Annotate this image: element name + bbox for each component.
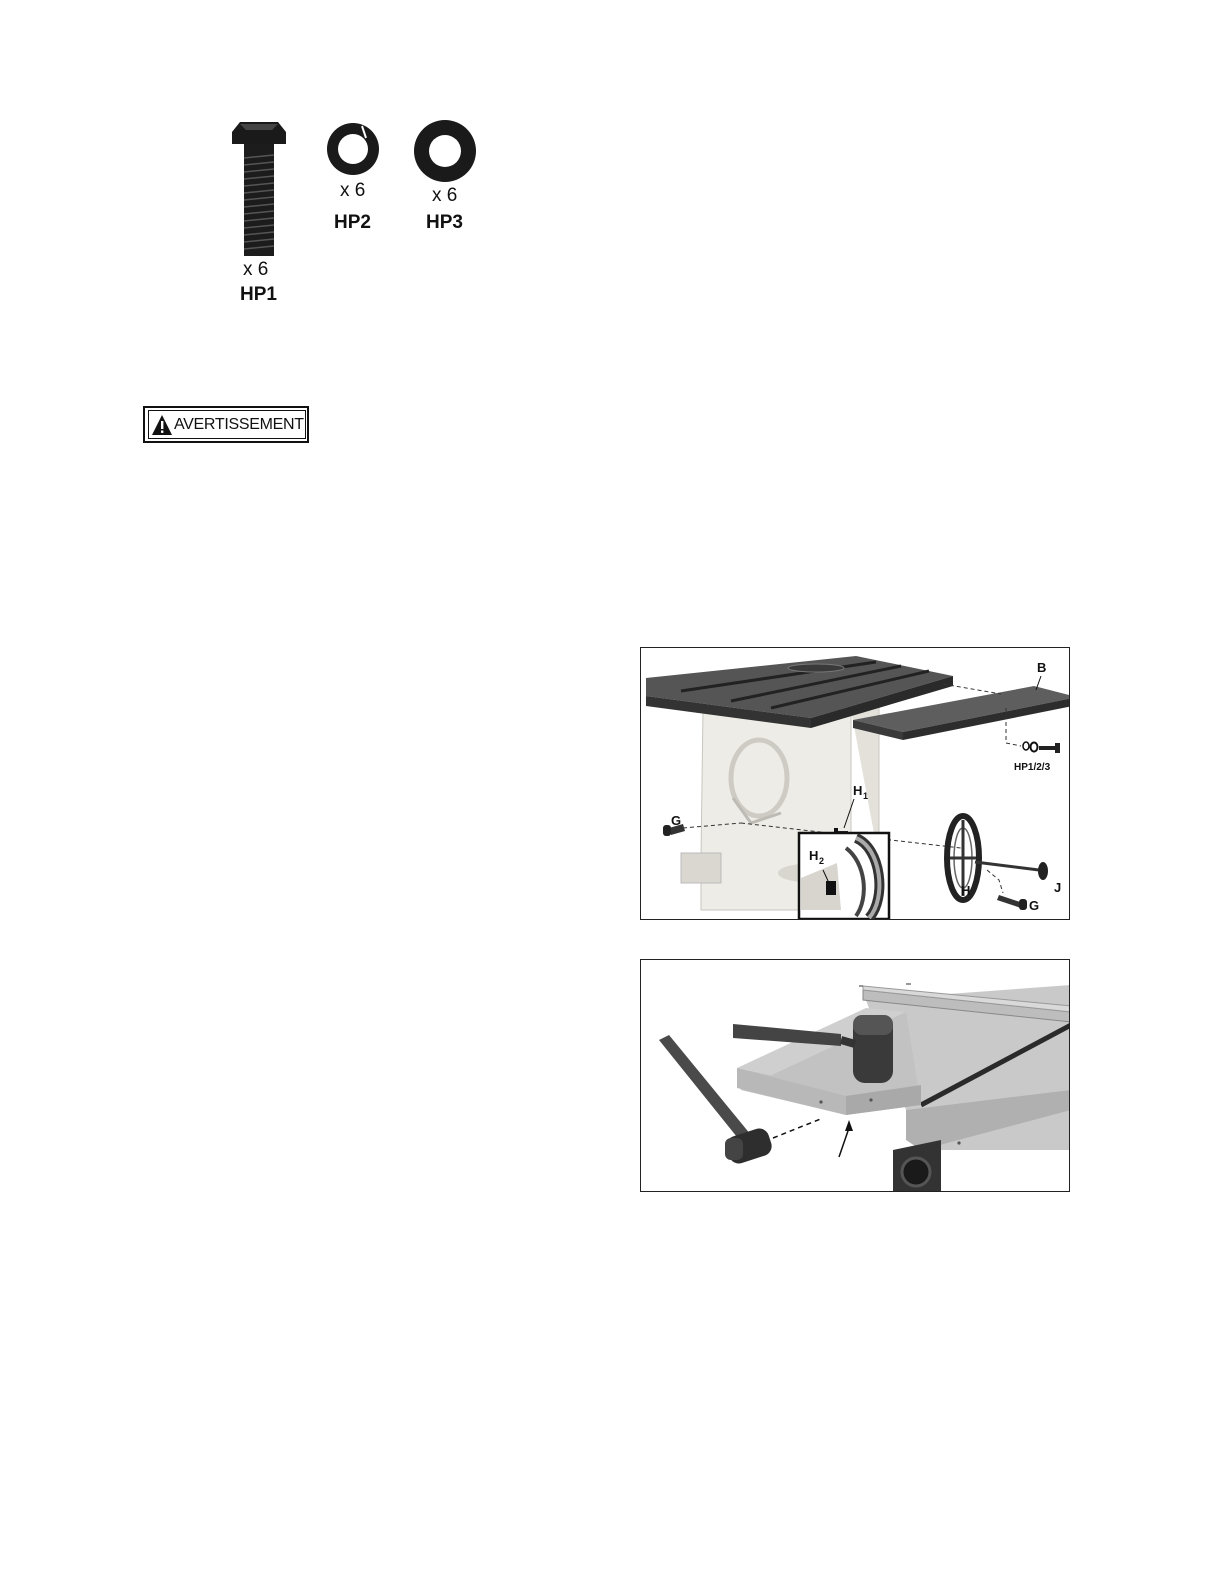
mallet-wing-illustration xyxy=(641,960,1070,1192)
hp1-code: HP1 xyxy=(240,284,277,305)
label-h1: H xyxy=(853,783,863,798)
label-j: J xyxy=(1054,880,1062,895)
hp1-qty: x 6 xyxy=(243,259,269,280)
hardware-hp2 xyxy=(322,118,384,238)
warning-badge xyxy=(143,406,309,443)
lock-washer-icon xyxy=(322,118,384,180)
figure-table-saw-assembly xyxy=(640,647,1070,920)
flat-washer-icon xyxy=(412,118,482,184)
label-hp123: HP1/2/3 xyxy=(1014,762,1051,773)
label-h1-sub: 1 xyxy=(863,791,869,801)
label-g-left: G xyxy=(671,813,682,828)
label-h2: H xyxy=(809,848,819,863)
label-h2-sub: 2 xyxy=(819,856,825,866)
hp3-code: HP3 xyxy=(426,212,463,233)
saw-assembly-illustration xyxy=(641,648,1070,920)
hp3-qty: x 6 xyxy=(432,185,458,206)
figure-mallet-extension-wing xyxy=(640,959,1070,1192)
hardware-hp1 xyxy=(222,118,296,308)
hp2-qty: x 6 xyxy=(340,180,366,201)
label-g-right: G xyxy=(1029,898,1040,913)
label-b: B xyxy=(1037,660,1047,675)
hex-bolt-icon xyxy=(222,118,296,258)
hardware-hp3 xyxy=(412,118,482,238)
hp2-code: HP2 xyxy=(334,212,371,233)
label-h: H xyxy=(961,883,971,898)
warning-label: AVERTISSEMENT xyxy=(174,415,304,433)
warning-triangle-icon xyxy=(151,414,173,436)
